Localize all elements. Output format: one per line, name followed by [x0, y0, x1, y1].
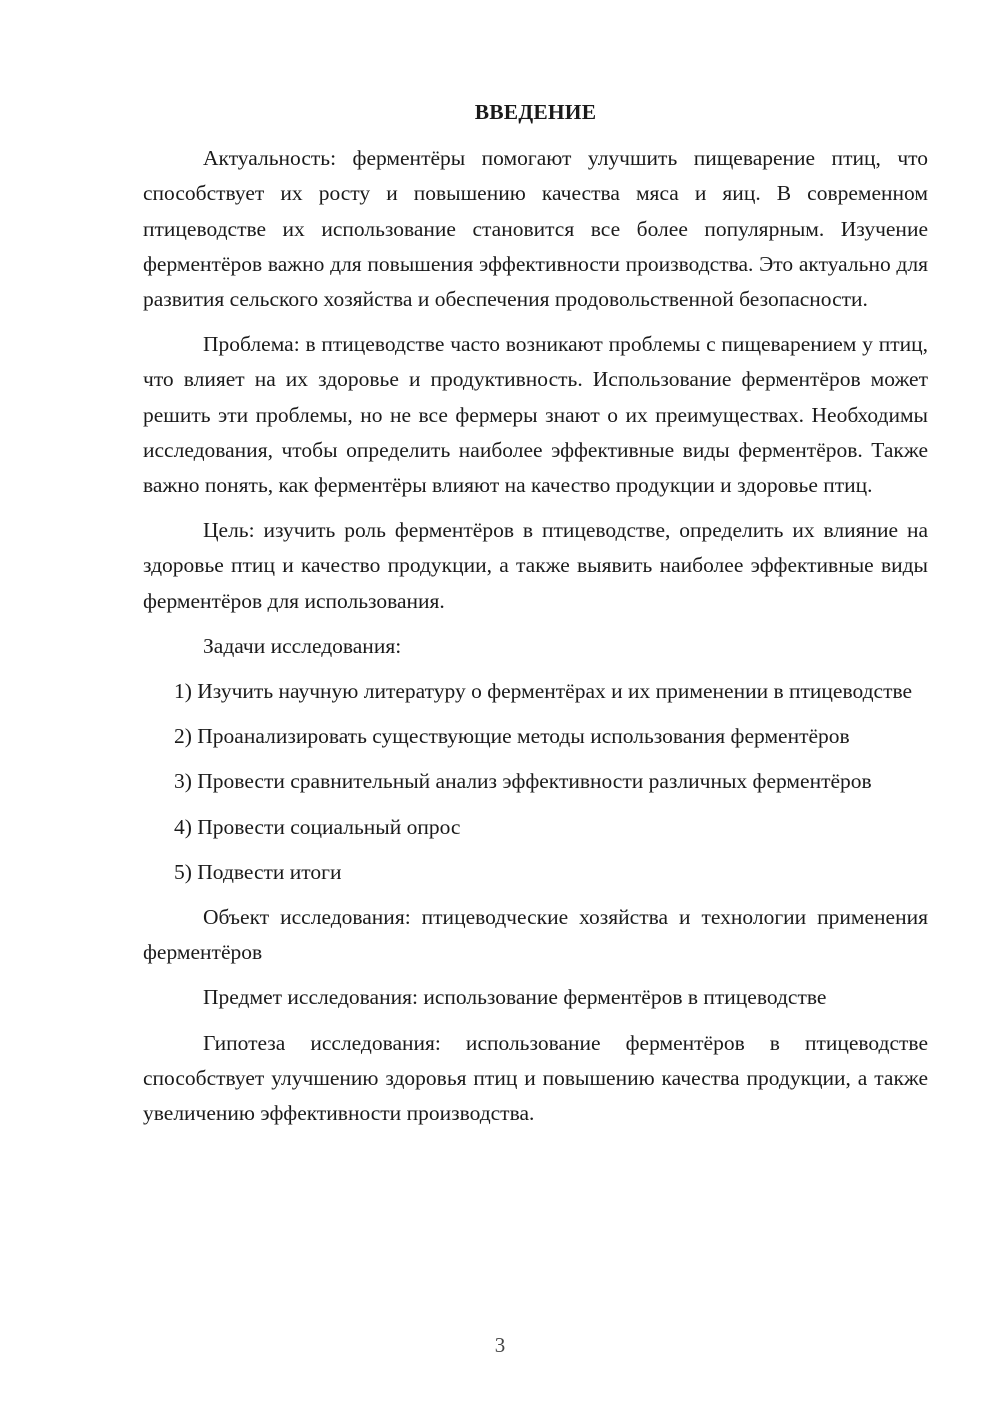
document-title: ВВЕДЕНИЕ [474, 100, 597, 124]
document-page [143, 95, 928, 1141]
task-item-1: 1) Изучить научную литературу о ферментёрах и их применении в птицеводстве [174, 679, 913, 704]
task-item-3: 3) Провести сравнительный анализ эффективности различных ферментёров [174, 769, 872, 794]
tasks-heading: Задачи исследования: [203, 633, 402, 658]
paragraph-problem: Проблема: в птицеводстве часто возникают проблемы с пищеварением у птиц, что влияет на их здоровье и продуктивность. Использование ферментёров может решить эти проблемы, но не все фермеры знают о их преимуществах. Необходимы исследования, чтобы определить наиболее эффективные виды ферментёров. Также важно понять, как ферментёры влияют на качество продукции и здоровье птиц. [143, 332, 928, 498]
paragraph-hypothesis: Гипотеза исследования: использование ферментёров в птицеводстве способствует улучшению здоровья птиц и повышению качества продукции, а также увеличению эффективности производства. [143, 1030, 928, 1126]
task-item-2: 2) Проанализировать существующие методы использования ферментёров [174, 724, 850, 749]
paragraph-object: Объект исследования: птицеводческие хозяйства и технологии применения ферментёров [143, 905, 928, 965]
task-item-5: 5) Подвести итоги [174, 859, 342, 884]
paragraph-relevance: Актуальность: ферментёры помогают улучшить пищеварение птиц, что способствует их росту и повышению качества мяса и яиц. В современном птицеводстве их использование становится все более популярным. Изучение ферментёров важно для повышения эффективности производства. Это актуально для развития сельского хозяйства и обеспечения продовольственной безопасности. [143, 146, 928, 312]
task-item-4: 4) Провести социальный опрос [174, 814, 461, 839]
paragraph-goal: Цель: изучить роль ферментёров в птицеводстве, определить их влияние на здоровье птиц и качество продукции, а также выявить наиболее эффективные виды ферментёров для использования. [143, 518, 928, 613]
page-number: 3 [494, 1333, 506, 1357]
paragraph-subject: Предмет исследования: использование ферментёров в птицеводстве [203, 985, 827, 1010]
